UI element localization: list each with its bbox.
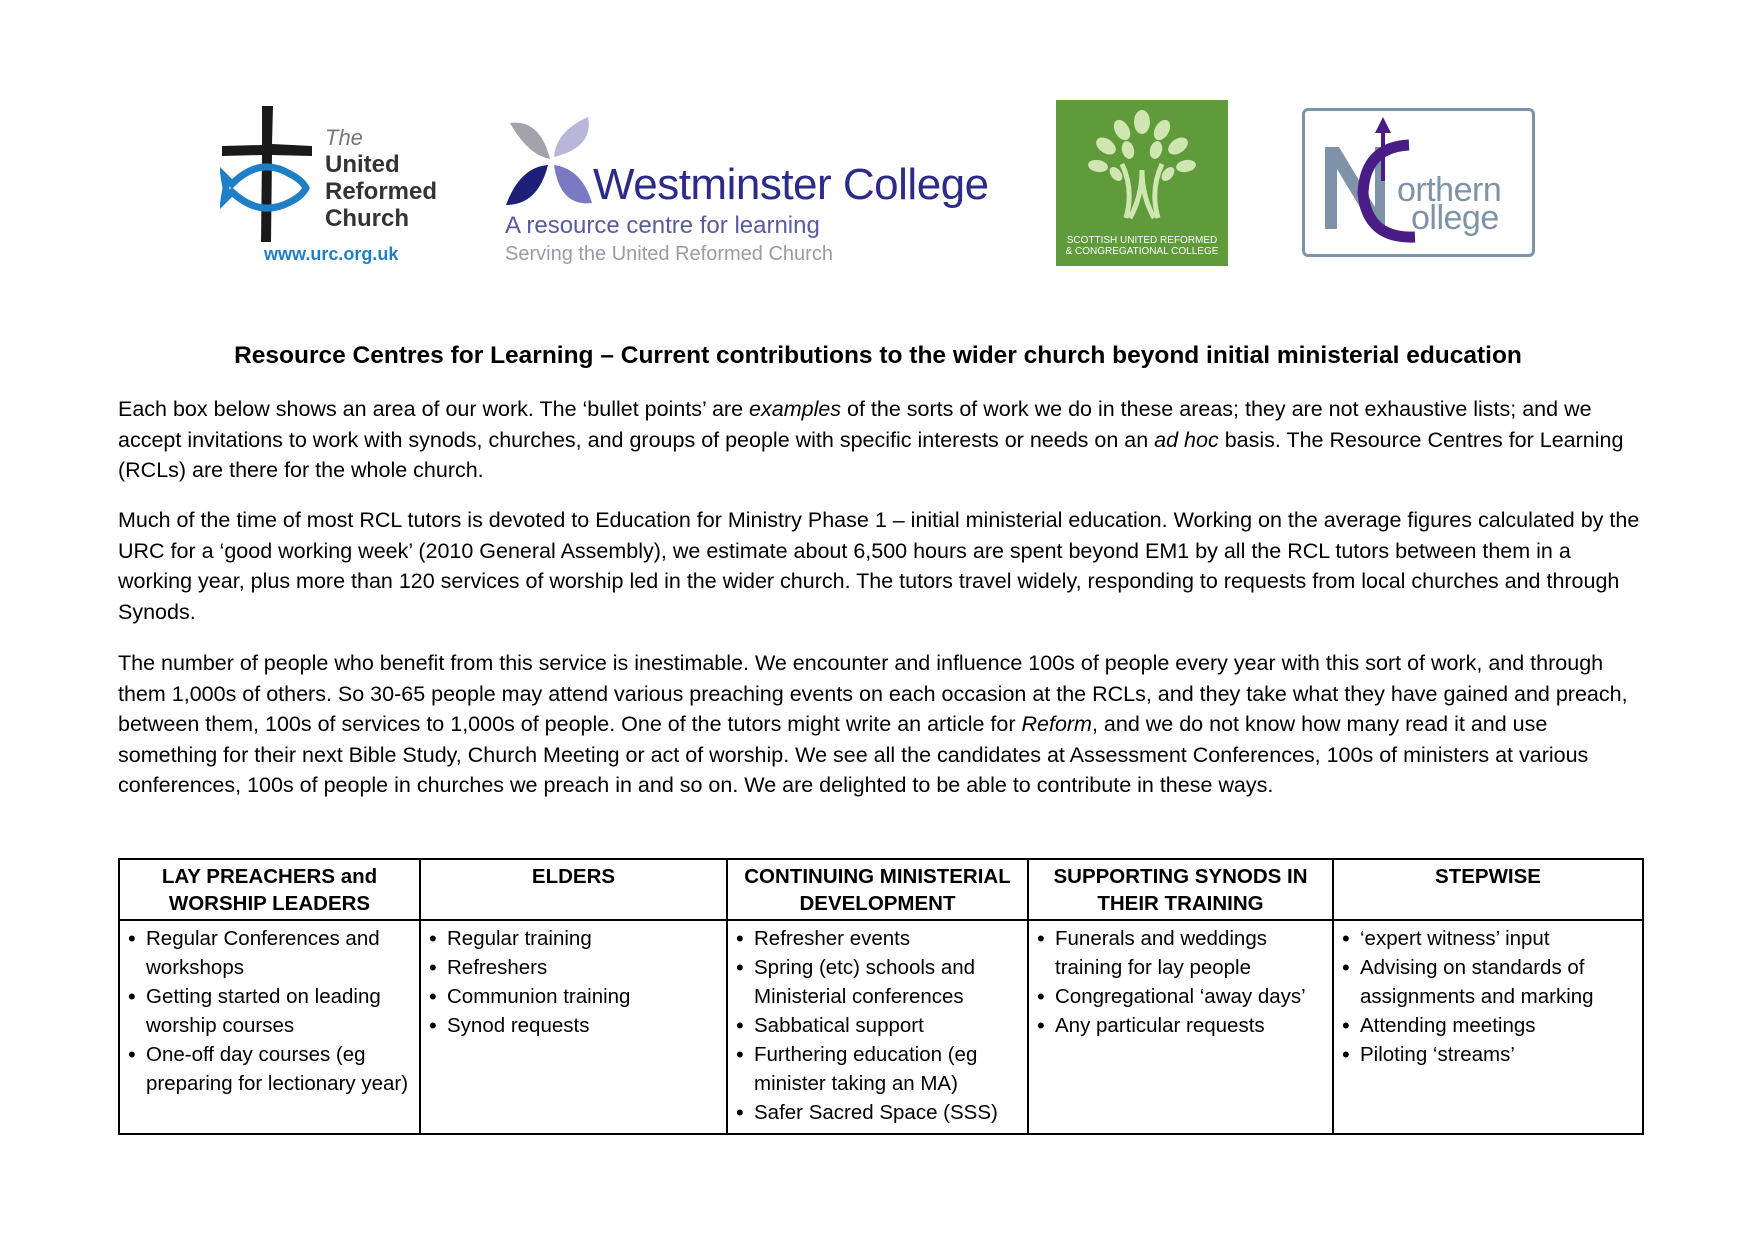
tree-icon (1056, 100, 1228, 230)
urc-line-1: United (325, 151, 400, 178)
cross-fish-icon (220, 104, 330, 244)
urc-line-3: Church (325, 205, 409, 232)
table-row (119, 920, 1643, 1134)
scottish-college-logo (1056, 100, 1228, 266)
document-title: Resource Centres for Learning – Current contributions to the wider church beyond initial ministerial education (234, 342, 1522, 369)
list-item: • Refreshers (429, 953, 720, 982)
p3-text-a: The number of people who benefit from this service is inestimable. We encounter and influence 100s of people every year with this sort of work, and through them 1,000s of others. So 30-65 people may attend various preaching events on each occasion at the RCLs, and they take what they have gained and preach, between them, 100s of services to 1,000s of people. One of the tutors might write an article for (118, 651, 1628, 736)
benefit-paragraph (118, 648, 1648, 801)
list-item: • Regular training (429, 924, 720, 953)
p1-emphasis-ad-hoc: ad hoc (1154, 427, 1219, 452)
urc-name (325, 124, 437, 232)
bullet-list (1342, 924, 1636, 1069)
list-item: • ‘expert witness’ input (1342, 924, 1636, 953)
list-item: • Funerals and weddings training for lay people (1037, 924, 1326, 982)
urc-logo (220, 104, 450, 269)
list-item: • Refresher events (736, 924, 1021, 953)
list-item: • Furthering education (eg minister taking an MA) (736, 1040, 1021, 1098)
cell-lay-preachers (119, 920, 420, 1134)
header-continuing-ministerial-development: CONTINUING MINISTERIAL DEVELOPMENT (727, 859, 1028, 920)
bullet-list (128, 924, 413, 1098)
bullet-list (429, 924, 720, 1040)
westminster-subtitle: A resource centre for learning (505, 212, 820, 239)
list-item: • One-off day courses (eg preparing for lectionary year) (128, 1040, 413, 1098)
header-stepwise: STEPWISE (1333, 859, 1643, 920)
list-item: • Synod requests (429, 1011, 720, 1040)
table-header-row (119, 859, 1643, 920)
list-item: • Advising on standards of assignments and marking (1342, 953, 1636, 1011)
northern-word-2: ollege (1411, 199, 1499, 237)
p1-text-b: of the sorts of work we do in these areas; they are not exhaustive lists; and we accept invitations to work with synods, churches, and groups of people with specific interests or needs on an (118, 397, 1592, 452)
northern-college-logo (1302, 108, 1535, 257)
tutor-time-paragraph: Much of the time of most RCL tutors is devoted to Education for Ministry Phase 1 – initial ministerial education. Working on the average figures calculated by the URC for a ‘good working week’ (2010 General Assembly), we estimate about 6,500 hours are spent beyond EM1 by all the RCL tutors between them in a working year, plus more than 120 services of worship led in the wider church. The tutors travel widely, responding to requests from local churches and through Synods. (118, 508, 1640, 624)
list-item: • Sabbatical support (736, 1011, 1021, 1040)
list-item: • Regular Conferences and workshops (128, 924, 413, 982)
header-elders: ELDERS (420, 859, 727, 920)
urc-url: www.urc.org.uk (264, 244, 399, 264)
intro-paragraph (118, 394, 1648, 486)
westminster-tagline: Serving the United Reformed Church (505, 243, 833, 265)
westminster-title: Westminster College (593, 160, 989, 209)
cell-continuing-ministerial-development (727, 920, 1028, 1134)
scottish-caption-line-2: & CONGREGATIONAL COLLEGE (1065, 246, 1219, 257)
p1-text-a: Each box below shows an area of our work. The ‘bullet points’ are (118, 397, 750, 421)
p1-text-c: basis. The Resource Centres for Learning (RCLs) are there for the whole church. (118, 427, 1624, 482)
bullet-list (736, 924, 1021, 1127)
cell-elders (420, 920, 727, 1134)
p3-emphasis-reform: Reform (1021, 712, 1092, 736)
p1-emphasis-examples: examples (749, 397, 842, 421)
list-item: • Getting started on leading worship courses (128, 982, 413, 1040)
petal-icon (500, 113, 600, 213)
urc-the: The (325, 125, 363, 150)
urc-line-2: Reformed (325, 178, 438, 205)
cell-stepwise (1333, 920, 1643, 1134)
westminster-logo (500, 108, 990, 268)
list-item: • Congregational ‘away days’ (1037, 982, 1326, 1011)
cell-supporting-synods (1028, 920, 1333, 1134)
list-item: • Any particular requests (1037, 1011, 1326, 1040)
header-lay-preachers: LAY PREACHERS and WORSHIP LEADERS (119, 859, 420, 920)
list-item: • Piloting ‘streams’ (1342, 1040, 1636, 1069)
header-supporting-synods: SUPPORTING SYNODS IN THEIR TRAINING (1028, 859, 1333, 920)
list-item: • Safer Sacred Space (SSS) (736, 1098, 1021, 1127)
list-item: • Spring (etc) schools and Ministerial conferences (736, 953, 1021, 1011)
work-areas-table (118, 858, 1644, 1135)
scottish-caption-line-1: SCOTTISH UNITED REFORMED (1066, 235, 1218, 246)
list-item: • Communion training (429, 982, 720, 1011)
p3-text-b: , and we do not know how many read it and use something for their next Bible Study, Church Meeting or act of worship. We see all the candidates at Assessment Conferences, 100s of ministers at various conferences, 100s of people in churches we preach in and so on. We are delighted to be able to contribute in these ways. (118, 712, 1589, 797)
list-item: • Attending meetings (1342, 1011, 1636, 1040)
scottish-caption (1056, 235, 1228, 257)
northern-word-1: orthern (1397, 171, 1502, 209)
bullet-list (1037, 924, 1326, 1040)
